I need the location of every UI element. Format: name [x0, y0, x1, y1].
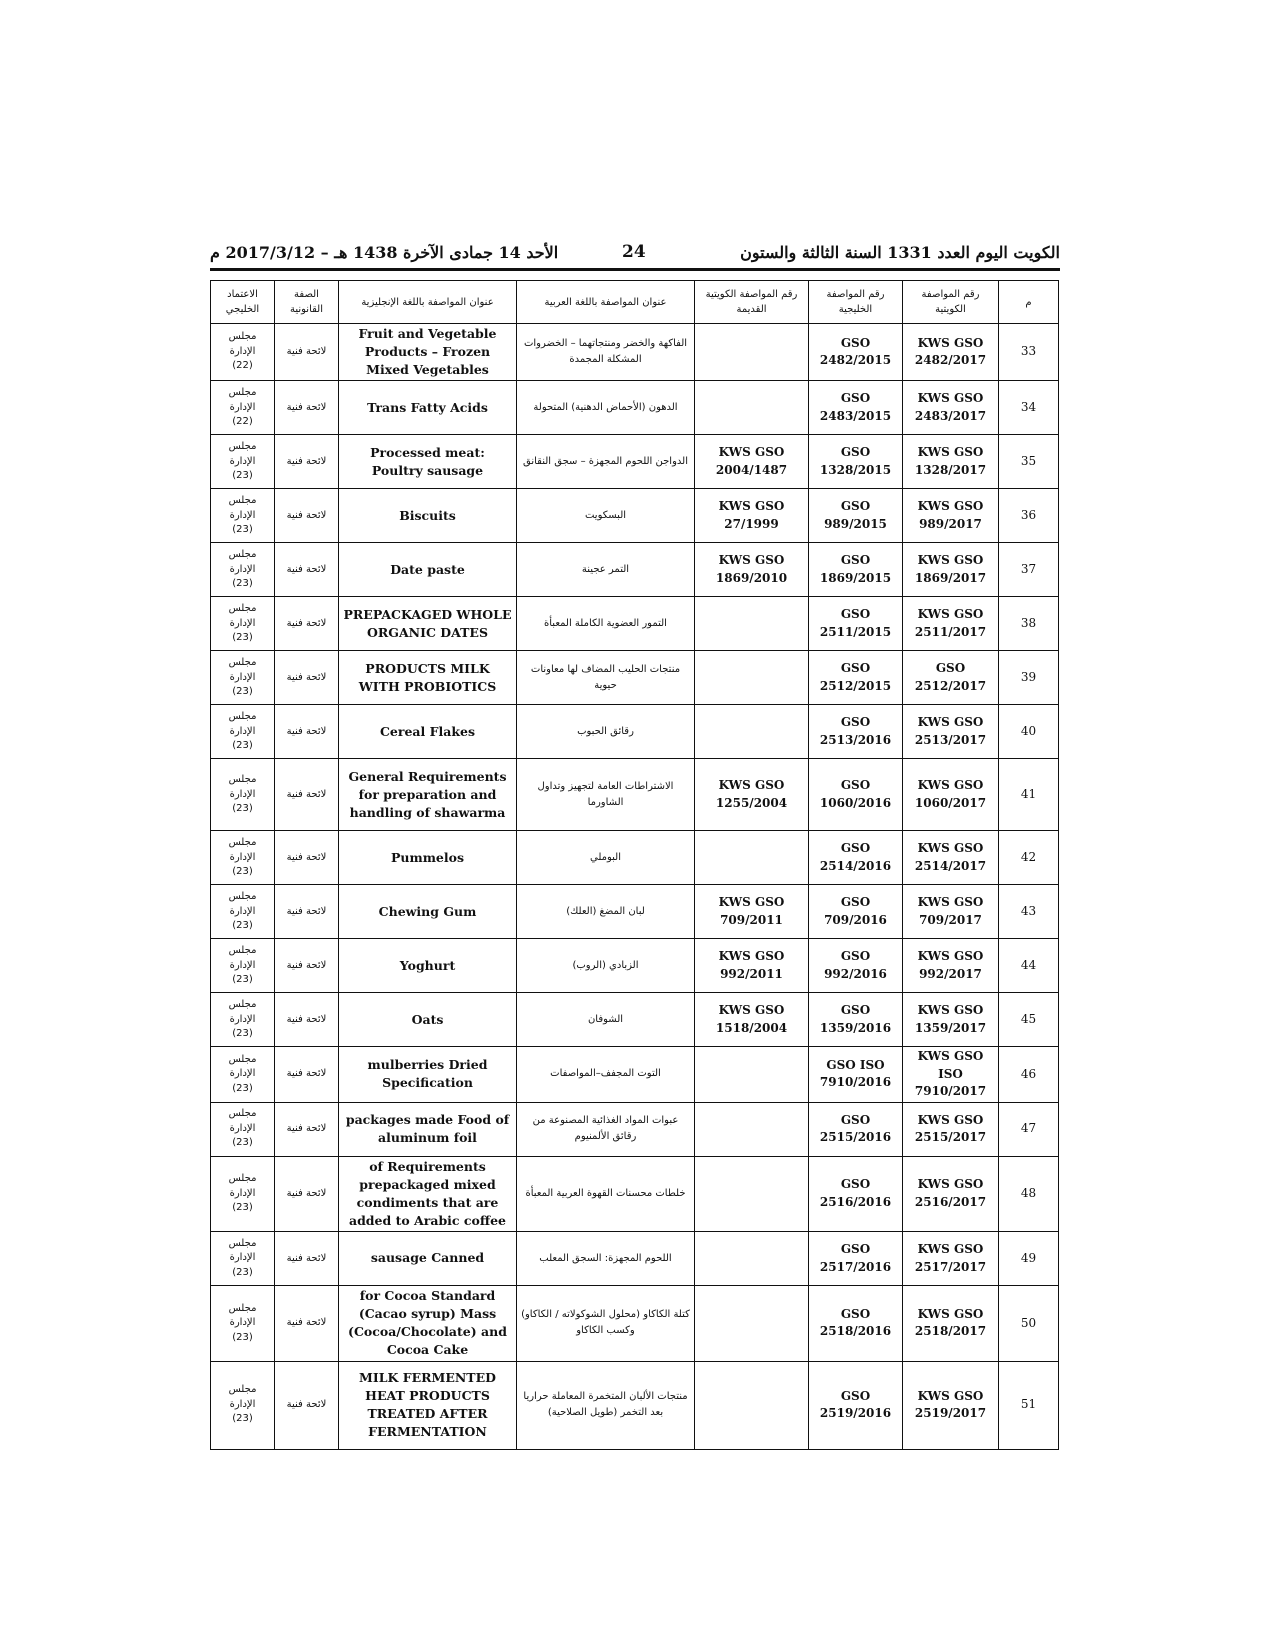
arabic-title-cell: الفاكهة والخضر ومنتجاتهما – الخضروات المشكلة المجمدة [517, 324, 695, 381]
table-row [211, 651, 1059, 705]
adoption-council: الإدارة [229, 401, 256, 413]
old-kuwaiti-number-cell [695, 1156, 809, 1232]
adoption-body: مجلس [228, 1108, 257, 1120]
old-kuwaiti-number-cell: KWS GSO 1518/2004 [695, 993, 809, 1047]
adoption-cell [211, 759, 275, 831]
adoption-body: مجلس [228, 441, 257, 453]
gulf-number-cell: GSO 1869/2015 [809, 543, 903, 597]
issue-date: الأحد 14 جمادى الآخرة 1438 هـ – 2017/3/12 م [210, 243, 559, 262]
kuwaiti-number-cell: KWS GSO 2482/2017 [903, 324, 999, 381]
gulf-number-cell: GSO 1359/2016 [809, 993, 903, 1047]
kuwaiti-number-cell: KWS GSO 2511/2017 [903, 597, 999, 651]
old-kuwaiti-number-cell [695, 1102, 809, 1156]
arabic-title-cell: الدهون (الأحماض الدهنية) المتحولة [517, 381, 695, 435]
arabic-title-cell: لبان المضغ (العلك) [517, 885, 695, 939]
adoption-cell [211, 1361, 275, 1449]
serial-cell: 35 [999, 435, 1059, 489]
serial-cell: 47 [999, 1102, 1059, 1156]
legal-status-cell: لائحة فنية [275, 1156, 339, 1232]
kuwaiti-number-cell: GSO 2512/2017 [903, 651, 999, 705]
old-kuwaiti-number-cell: KWS GSO 1869/2010 [695, 543, 809, 597]
adoption-council: الإدارة [229, 671, 256, 683]
kuwaiti-number-cell: KWS GSO 2517/2017 [903, 1232, 999, 1286]
adoption-council: الإدارة [229, 851, 256, 863]
serial-cell: 49 [999, 1232, 1059, 1286]
adoption-meeting: (23) [232, 974, 253, 986]
legal-status-cell: لائحة فنية [275, 885, 339, 939]
arabic-title-cell: منتجات الحليب المضاف لها معاونات حيوية [517, 651, 695, 705]
legal-status-cell: لائحة فنية [275, 651, 339, 705]
old-kuwaiti-number-cell: KWS GSO 709/2011 [695, 885, 809, 939]
adoption-council: الإدارة [229, 1187, 256, 1199]
adoption-meeting: (23) [232, 920, 253, 932]
gulf-number-cell: GSO 2515/2016 [809, 1102, 903, 1156]
legal-status-cell: لائحة فنية [275, 1102, 339, 1156]
legal-status-cell: لائحة فنية [275, 993, 339, 1047]
adoption-cell [211, 489, 275, 543]
adoption-council: الإدارة [229, 509, 256, 521]
table-row [211, 597, 1059, 651]
table-row [211, 993, 1059, 1047]
english-title-cell: Fruit and Vegetable Products – Frozen Mixed Vegetables [339, 324, 517, 381]
old-kuwaiti-number-cell [695, 1361, 809, 1449]
english-title-cell: MILK FERMENTED HEAT PRODUCTS TREATED AFTER FERMENTATION [339, 1361, 517, 1449]
kuwaiti-number-cell: KWS GSO 2515/2017 [903, 1102, 999, 1156]
gulf-number-cell: GSO 1060/2016 [809, 759, 903, 831]
legal-status-cell: لائحة فنية [275, 705, 339, 759]
gulf-number-cell: GSO 709/2016 [809, 885, 903, 939]
arabic-title-cell: البوملي [517, 831, 695, 885]
serial-cell: 38 [999, 597, 1059, 651]
adoption-meeting: (23) [232, 686, 253, 698]
english-title-cell: PREPACKAGED WHOLE ORGANIC DATES [339, 597, 517, 651]
arabic-title-cell: التمور العضوية الكاملة المعبأة [517, 597, 695, 651]
english-title-cell: mulberries Dried Specification [339, 1047, 517, 1102]
adoption-body: مجلس [228, 495, 257, 507]
english-title-cell: Chewing Gum [339, 885, 517, 939]
english-title-cell: Pummelos [339, 831, 517, 885]
old-kuwaiti-number-cell: KWS GSO 2004/1487 [695, 435, 809, 489]
adoption-cell [211, 939, 275, 993]
adoption-cell [211, 1047, 275, 1102]
adoption-cell [211, 1286, 275, 1362]
adoption-meeting: (23) [232, 632, 253, 644]
col-legal-status: الصفة القانونية [275, 281, 339, 324]
serial-cell: 48 [999, 1156, 1059, 1232]
arabic-title-cell: عبوات المواد الغذائية المصنوعة من رقائق الألمنيوم [517, 1102, 695, 1156]
adoption-body: مجلس [228, 331, 257, 343]
old-kuwaiti-number-cell [695, 1232, 809, 1286]
english-title-cell: Processed meat: Poultry sausage [339, 435, 517, 489]
serial-cell: 37 [999, 543, 1059, 597]
legal-status-cell: لائحة فنية [275, 759, 339, 831]
gazette-title: الكويت اليوم العدد 1331 السنة الثالثة والستون [740, 243, 1060, 262]
adoption-meeting: (23) [232, 1331, 253, 1343]
gulf-number-cell: GSO 2513/2016 [809, 705, 903, 759]
legal-status-cell: لائحة فنية [275, 489, 339, 543]
col-adoption: الاعتماد الخليجي [211, 281, 275, 324]
arabic-title-cell: كتلة الكاكاو (محلول الشوكولاته / الكاكاو) وكسب الكاكاو [517, 1286, 695, 1362]
english-title-cell: for Cocoa Standard (Cacao syrup) Mass (Cocoa/Chocolate) and Cocoa Cake [339, 1286, 517, 1362]
adoption-cell [211, 993, 275, 1047]
serial-cell: 42 [999, 831, 1059, 885]
legal-status-cell: لائحة فنية [275, 1361, 339, 1449]
table-row [211, 381, 1059, 435]
arabic-title-cell: الاشتراطات العامة لتجهيز وتداول الشاورما [517, 759, 695, 831]
adoption-body: مجلس [228, 387, 257, 399]
serial-cell: 50 [999, 1286, 1059, 1362]
adoption-meeting: (23) [232, 1202, 253, 1214]
old-kuwaiti-number-cell [695, 651, 809, 705]
legal-status-cell: لائحة فنية [275, 597, 339, 651]
adoption-meeting: (23) [232, 578, 253, 590]
legal-status-cell: لائحة فنية [275, 543, 339, 597]
table-row [211, 1047, 1059, 1102]
old-kuwaiti-number-cell: KWS GSO 992/2011 [695, 939, 809, 993]
arabic-title-cell: التمر عجينة [517, 543, 695, 597]
adoption-council: الإدارة [229, 1398, 256, 1410]
kuwaiti-number-cell: KWS GSO 2513/2017 [903, 705, 999, 759]
adoption-cell [211, 1232, 275, 1286]
legal-status-cell: لائحة فنية [275, 435, 339, 489]
col-kuwaiti-number: رقم المواصفة الكويتية [903, 281, 999, 324]
table-row [211, 1286, 1059, 1362]
adoption-council: الإدارة [229, 1252, 256, 1264]
gulf-number-cell: GSO ISO 7910/2016 [809, 1047, 903, 1102]
adoption-meeting: (23) [232, 524, 253, 536]
adoption-council: الإدارة [229, 1068, 256, 1080]
adoption-body: مجلس [228, 891, 257, 903]
kuwaiti-number-cell: KWS GSO 2514/2017 [903, 831, 999, 885]
adoption-meeting: (23) [232, 866, 253, 878]
col-gulf-number: رقم المواصفة الخليجية [809, 281, 903, 324]
col-old-kuwaiti-number: رقم المواصفة الكويتية القديمة [695, 281, 809, 324]
old-kuwaiti-number-cell [695, 831, 809, 885]
serial-cell: 34 [999, 381, 1059, 435]
gulf-number-cell: GSO 1328/2015 [809, 435, 903, 489]
serial-cell: 46 [999, 1047, 1059, 1102]
adoption-council: الإدارة [229, 617, 256, 629]
legal-status-cell: لائحة فنية [275, 381, 339, 435]
english-title-cell: General Requirements for preparation and handling of shawarma [339, 759, 517, 831]
kuwaiti-number-cell: KWS GSO 1328/2017 [903, 435, 999, 489]
adoption-cell [211, 705, 275, 759]
adoption-cell [211, 831, 275, 885]
kuwaiti-number-cell: KWS GSO 992/2017 [903, 939, 999, 993]
adoption-council: الإدارة [229, 1013, 256, 1025]
serial-cell: 51 [999, 1361, 1059, 1449]
gulf-number-cell: GSO 2519/2016 [809, 1361, 903, 1449]
col-serial: م [999, 281, 1059, 324]
adoption-council: الإدارة [229, 1122, 256, 1134]
gulf-number-cell: GSO 2517/2016 [809, 1232, 903, 1286]
adoption-meeting: (23) [232, 1266, 253, 1278]
table-row [211, 759, 1059, 831]
adoption-body: مجلس [228, 1173, 257, 1185]
english-title-cell: Biscuits [339, 489, 517, 543]
english-title-cell: PRODUCTS MILK WITH PROBIOTICS [339, 651, 517, 705]
adoption-council: الإدارة [229, 905, 256, 917]
table-row [211, 435, 1059, 489]
adoption-body: مجلس [228, 999, 257, 1011]
kuwaiti-number-cell: KWS GSO 2516/2017 [903, 1156, 999, 1232]
table-row [211, 1361, 1059, 1449]
legal-status-cell: لائحة فنية [275, 324, 339, 381]
page-number: 24 [622, 242, 646, 262]
adoption-council: الإدارة [229, 1317, 256, 1329]
adoption-meeting: (23) [232, 1413, 253, 1425]
kuwaiti-number-cell: KWS GSO 709/2017 [903, 885, 999, 939]
arabic-title-cell: الزبادي (الروب) [517, 939, 695, 993]
old-kuwaiti-number-cell [695, 381, 809, 435]
kuwaiti-number-cell: KWS GSO 1060/2017 [903, 759, 999, 831]
old-kuwaiti-number-cell: KWS GSO 1255/2004 [695, 759, 809, 831]
adoption-cell [211, 543, 275, 597]
adoption-meeting: (22) [232, 416, 253, 428]
adoption-council: الإدارة [229, 725, 256, 737]
gulf-number-cell: GSO 2516/2016 [809, 1156, 903, 1232]
table-row [211, 1232, 1059, 1286]
adoption-body: مجلس [228, 837, 257, 849]
col-english-title: عنوان المواصفة باللغة الإنجليزية [339, 281, 517, 324]
gulf-number-cell: GSO 989/2015 [809, 489, 903, 543]
arabic-title-cell: اللحوم المجهزة: السجق المعلب [517, 1232, 695, 1286]
adoption-cell [211, 1102, 275, 1156]
adoption-meeting: (23) [232, 740, 253, 752]
arabic-title-cell: البسكويت [517, 489, 695, 543]
adoption-body: مجلس [228, 945, 257, 957]
serial-cell: 40 [999, 705, 1059, 759]
arabic-title-cell: الدواجن اللحوم المجهزة – سجق النقانق [517, 435, 695, 489]
gulf-number-cell: GSO 2482/2015 [809, 324, 903, 381]
table-row [211, 939, 1059, 993]
adoption-council: الإدارة [229, 455, 256, 467]
adoption-council: الإدارة [229, 345, 256, 357]
arabic-title-cell: التوت المجفف–المواصفات [517, 1047, 695, 1102]
adoption-meeting: (23) [232, 1028, 253, 1040]
arabic-title-cell: خلطات محسنات القهوة العربية المعبأة [517, 1156, 695, 1232]
serial-cell: 36 [999, 489, 1059, 543]
gulf-number-cell: GSO 2483/2015 [809, 381, 903, 435]
legal-status-cell: لائحة فنية [275, 1286, 339, 1362]
english-title-cell: Yoghurt [339, 939, 517, 993]
serial-cell: 45 [999, 993, 1059, 1047]
table-row [211, 885, 1059, 939]
adoption-council: الإدارة [229, 788, 256, 800]
adoption-cell [211, 651, 275, 705]
adoption-body: مجلس [228, 1302, 257, 1314]
table-row [211, 831, 1059, 885]
adoption-council: الإدارة [229, 959, 256, 971]
legal-status-cell: لائحة فنية [275, 831, 339, 885]
gulf-number-cell: GSO 2512/2015 [809, 651, 903, 705]
serial-cell: 33 [999, 324, 1059, 381]
table-header-row [211, 281, 1059, 324]
adoption-meeting: (23) [232, 1082, 253, 1094]
table-row [211, 1156, 1059, 1232]
kuwaiti-number-cell: KWS GSO ISO 7910/2017 [903, 1047, 999, 1102]
kuwaiti-number-cell: KWS GSO 1869/2017 [903, 543, 999, 597]
english-title-cell: Cereal Flakes [339, 705, 517, 759]
serial-cell: 39 [999, 651, 1059, 705]
serial-cell: 43 [999, 885, 1059, 939]
legal-status-cell: لائحة فنية [275, 939, 339, 993]
english-title-cell: sausage Canned [339, 1232, 517, 1286]
kuwaiti-number-cell: KWS GSO 1359/2017 [903, 993, 999, 1047]
adoption-council: الإدارة [229, 563, 256, 575]
old-kuwaiti-number-cell [695, 1047, 809, 1102]
arabic-title-cell: منتجات الألبان المتخمرة المعاملة حراريا بعد التخمر (طويل الصلاحية) [517, 1361, 695, 1449]
adoption-body: مجلس [228, 1053, 257, 1065]
gulf-number-cell: GSO 2511/2015 [809, 597, 903, 651]
adoption-cell [211, 381, 275, 435]
adoption-cell [211, 597, 275, 651]
col-arabic-title: عنوان المواصفة باللغة العربية [517, 281, 695, 324]
adoption-cell [211, 1156, 275, 1232]
kuwaiti-number-cell: KWS GSO 2518/2017 [903, 1286, 999, 1362]
adoption-body: مجلس [228, 1237, 257, 1249]
adoption-body: مجلس [228, 549, 257, 561]
english-title-cell: packages made Food of aluminum foil [339, 1102, 517, 1156]
serial-cell: 41 [999, 759, 1059, 831]
page-header [210, 228, 1060, 271]
adoption-cell [211, 435, 275, 489]
old-kuwaiti-number-cell [695, 1286, 809, 1362]
adoption-cell [211, 885, 275, 939]
gulf-number-cell: GSO 992/2016 [809, 939, 903, 993]
serial-cell: 44 [999, 939, 1059, 993]
adoption-body: مجلس [228, 774, 257, 786]
table-row [211, 489, 1059, 543]
gulf-number-cell: GSO 2518/2016 [809, 1286, 903, 1362]
english-title-cell: of Requirements prepackaged mixed condiments that are added to Arabic coffee [339, 1156, 517, 1232]
english-title-cell: Trans Fatty Acids [339, 381, 517, 435]
adoption-meeting: (23) [232, 470, 253, 482]
table-row [211, 543, 1059, 597]
adoption-meeting: (23) [232, 803, 253, 815]
adoption-body: مجلس [228, 603, 257, 615]
english-title-cell: Oats [339, 993, 517, 1047]
table-row [211, 1102, 1059, 1156]
adoption-body: مجلس [228, 711, 257, 723]
kuwaiti-number-cell: KWS GSO 2519/2017 [903, 1361, 999, 1449]
kuwaiti-number-cell: KWS GSO 2483/2017 [903, 381, 999, 435]
old-kuwaiti-number-cell: KWS GSO 27/1999 [695, 489, 809, 543]
adoption-cell [211, 324, 275, 381]
adoption-meeting: (23) [232, 1137, 253, 1149]
standards-table [210, 280, 1059, 1450]
table-row [211, 705, 1059, 759]
arabic-title-cell: الشوفان [517, 993, 695, 1047]
arabic-title-cell: رقائق الحبوب [517, 705, 695, 759]
kuwaiti-number-cell: KWS GSO 989/2017 [903, 489, 999, 543]
adoption-body: مجلس [228, 1384, 257, 1396]
table-row [211, 324, 1059, 381]
adoption-meeting: (22) [232, 360, 253, 372]
old-kuwaiti-number-cell [695, 324, 809, 381]
legal-status-cell: لائحة فنية [275, 1232, 339, 1286]
old-kuwaiti-number-cell [695, 705, 809, 759]
old-kuwaiti-number-cell [695, 597, 809, 651]
adoption-body: مجلس [228, 657, 257, 669]
gulf-number-cell: GSO 2514/2016 [809, 831, 903, 885]
legal-status-cell: لائحة فنية [275, 1047, 339, 1102]
english-title-cell: Date paste [339, 543, 517, 597]
